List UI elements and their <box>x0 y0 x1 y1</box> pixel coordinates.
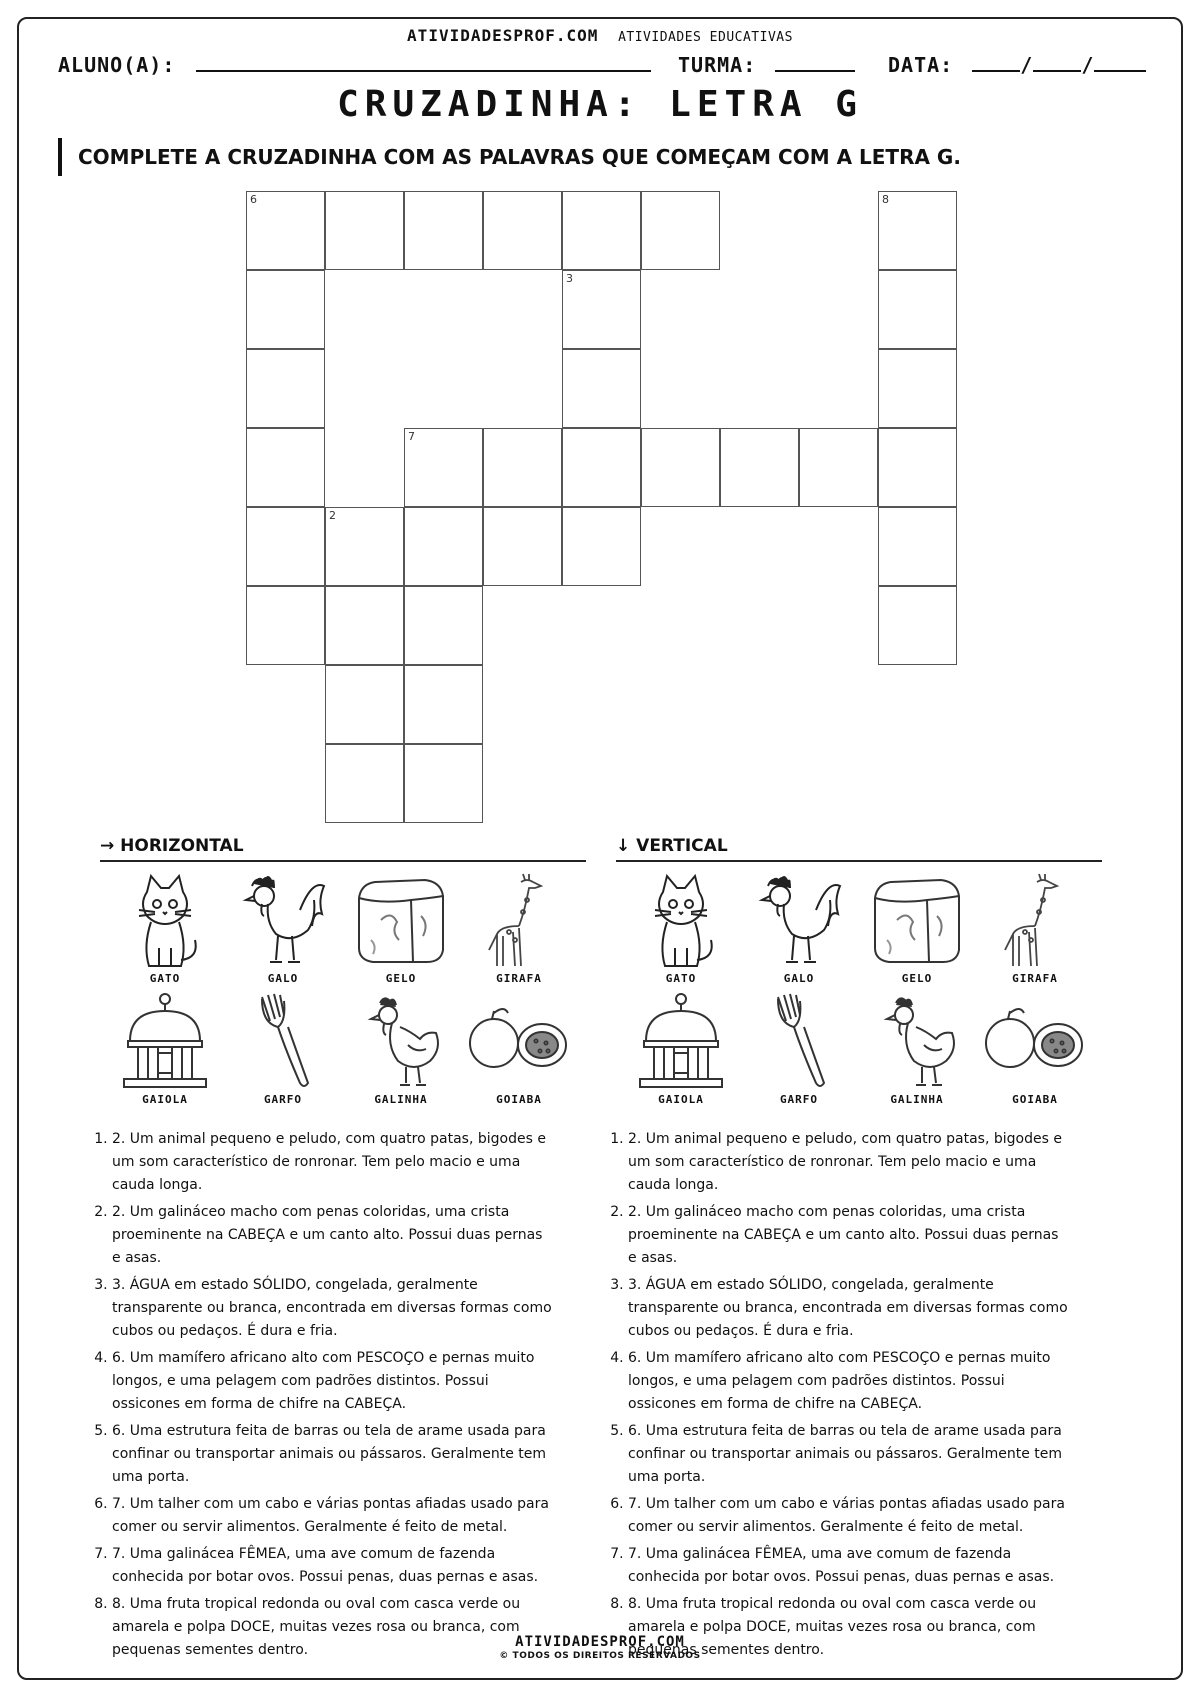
picture-gaiola <box>106 991 224 1106</box>
site-tagline: ATIVIDADES EDUCATIVAS <box>618 30 793 45</box>
picture-label: GAIOLA <box>142 1093 188 1106</box>
guava-icon <box>460 991 578 1091</box>
crossword-cell[interactable] <box>246 428 325 507</box>
crossword-cell[interactable] <box>483 428 562 507</box>
crossword-cell[interactable] <box>562 349 641 428</box>
clue-item: 7. 7. Uma galinácea FÊMEA, uma ave comum de fazenda conhecida por botar ovos. Possui penas, duas pernas e asas. <box>112 1543 554 1589</box>
crossword-cell[interactable] <box>325 507 404 586</box>
crossword-cell[interactable] <box>404 191 483 270</box>
clue-number: 7 <box>408 430 415 443</box>
picture-label: GARFO <box>263 1093 303 1106</box>
crossword-cell[interactable] <box>404 507 483 586</box>
crossword-cell[interactable] <box>562 270 641 349</box>
picture-goiaba <box>460 991 578 1106</box>
horizontal-picture-bank <box>106 870 578 1106</box>
crossword-cell[interactable] <box>404 586 483 665</box>
clue-item: 8. 8. Uma fruta tropical redonda ou oval com casca verde ou amarela e polpa DOCE, muitas vezes rosa ou branca, com pequenas sementes dentro. <box>112 1593 554 1662</box>
crossword-cell[interactable] <box>878 586 957 665</box>
picture-label: GALO <box>267 972 299 985</box>
crossword-cell[interactable] <box>720 428 799 507</box>
crossword-cell[interactable] <box>246 507 325 586</box>
crossword-cell[interactable] <box>878 507 957 586</box>
clue-item: 7. 7. Uma galinácea FÊMEA, uma ave comum de fazenda conhecida por botar ovos. Possui penas, duas pernas e asas. <box>628 1543 1070 1589</box>
crossword-cell[interactable] <box>246 349 325 428</box>
site-name[interactable]: ATIVIDADESPROF.COM <box>407 26 599 45</box>
picture-girafa <box>460 870 578 985</box>
crossword-cell[interactable] <box>404 744 483 823</box>
crossword-cell[interactable] <box>325 665 404 744</box>
crossword-cell[interactable] <box>799 428 878 507</box>
picture-label: GIRAFA <box>496 972 542 985</box>
crossword-cell[interactable] <box>878 349 957 428</box>
clue-number: 3 <box>566 272 573 285</box>
vertical-heading: ↓ VERTICAL <box>616 836 1102 862</box>
crossword-cell[interactable] <box>562 507 641 586</box>
clue-item: 5. 6. Uma estrutura feita de barras ou tela de arame usada para confinar ou transportar animais ou pássaros. Geralmente tem uma porta. <box>112 1420 554 1489</box>
crossword-cell[interactable] <box>404 428 483 507</box>
picture-gelo <box>342 870 460 985</box>
hen-icon <box>858 991 976 1091</box>
crossword-cell[interactable] <box>562 191 641 270</box>
crossword-cell[interactable] <box>878 428 957 507</box>
cat-icon <box>106 870 224 970</box>
crossword-cell[interactable] <box>325 744 404 823</box>
crossword-cell[interactable] <box>483 191 562 270</box>
clue-item: 6. 7. Um talher com um cabo e várias pontas afiadas usado para comer ou servir alimentos. Geralmente é feito de metal. <box>628 1493 1070 1539</box>
rooster-icon <box>224 870 342 970</box>
date-separator: / <box>1081 53 1095 77</box>
picture-gato <box>622 870 740 985</box>
vertical-clue-list <box>590 1128 1070 1666</box>
crossword-cell[interactable] <box>404 665 483 744</box>
rooster-icon <box>740 870 858 970</box>
picture-gaiola <box>622 991 740 1106</box>
clue-number: 2 <box>329 509 336 522</box>
birdcage-icon <box>106 991 224 1091</box>
picture-label: GALINHA <box>890 1093 944 1106</box>
picture-gato <box>106 870 224 985</box>
clue-item: 1. 2. Um animal pequeno e peludo, com quatro patas, bigodes e um som característico de ronronar. Tem pelo macio e uma cauda longa. <box>112 1128 554 1197</box>
birdcage-icon <box>622 991 740 1091</box>
crossword-cell[interactable] <box>246 191 325 270</box>
footer-site-name[interactable]: ATIVIDADESPROF.COM <box>515 1634 685 1650</box>
picture-label: GOIABA <box>496 1093 542 1106</box>
cat-icon <box>622 870 740 970</box>
clue-item: 8. 8. Uma fruta tropical redonda ou oval com casca verde ou amarela e polpa DOCE, muitas vezes rosa ou branca, com pequenas sementes dentro. <box>628 1593 1070 1662</box>
giraffe-icon <box>976 870 1094 970</box>
fork-icon <box>740 991 858 1091</box>
picture-label: GELO <box>385 972 417 985</box>
ice-cube-icon <box>342 870 460 970</box>
date-separator: / <box>1020 53 1034 77</box>
picture-galinha <box>858 991 976 1106</box>
fork-icon <box>224 991 342 1091</box>
horizontal-heading: → HORIZONTAL <box>100 836 586 862</box>
picture-goiaba <box>976 991 1094 1106</box>
ice-cube-icon <box>858 870 976 970</box>
crossword-cell[interactable] <box>246 586 325 665</box>
giraffe-icon <box>460 870 578 970</box>
picture-galo <box>224 870 342 985</box>
page-title: CRUZADINHA: LETRA G <box>337 84 863 125</box>
instruction: COMPLETE A CRUZADINHA COM AS PALAVRAS QUE COMEÇAM COM A LETRA G. <box>58 138 961 176</box>
crossword-cell[interactable] <box>562 428 641 507</box>
picture-label: GALINHA <box>374 1093 428 1106</box>
clue-number: 6 <box>250 193 257 206</box>
copyright-notice: © TODOS OS DIREITOS RESERVADOS <box>499 1651 701 1661</box>
clue-item: 2. 2. Um galináceo macho com penas coloridas, uma crista proeminente na CABEÇA e um canto alto. Possui duas pernas e asas. <box>628 1201 1070 1270</box>
student-label: ALUNO(A): <box>58 53 176 77</box>
date-label: DATA: <box>888 53 954 77</box>
horizontal-clue-list <box>74 1128 554 1666</box>
clue-item: 1. 2. Um animal pequeno e peludo, com quatro patas, bigodes e um som característico de ronronar. Tem pelo macio e uma cauda longa. <box>628 1128 1070 1197</box>
picture-label: GOIABA <box>1012 1093 1058 1106</box>
clue-item: 3. 3. ÁGUA em estado SÓLIDO, congelada, geralmente transparente ou branca, encontrada em diversas formas como cubos ou pedaços. É dura e fria. <box>112 1274 554 1343</box>
clue-item: 6. 7. Um talher com um cabo e várias pontas afiadas usado para comer ou servir alimentos. Geralmente é feito de metal. <box>112 1493 554 1539</box>
clue-item: 3. 3. ÁGUA em estado SÓLIDO, congelada, geralmente transparente ou branca, encontrada em diversas formas como cubos ou pedaços. É dura e fria. <box>628 1274 1070 1343</box>
picture-garfo <box>740 991 858 1106</box>
picture-label: GATO <box>665 972 697 985</box>
crossword-cell[interactable] <box>641 191 720 270</box>
vertical-picture-bank <box>622 870 1094 1106</box>
crossword-grid <box>0 0 1200 830</box>
crossword-cell[interactable] <box>246 270 325 349</box>
picture-girafa <box>976 870 1094 985</box>
picture-label: GARFO <box>779 1093 819 1106</box>
clue-item: 5. 6. Uma estrutura feita de barras ou tela de arame usada para confinar ou transportar animais ou pássaros. Geralmente tem uma porta. <box>628 1420 1070 1489</box>
hen-icon <box>342 991 460 1091</box>
crossword-cell[interactable] <box>878 191 957 270</box>
guava-icon <box>976 991 1094 1091</box>
picture-gelo <box>858 870 976 985</box>
crossword-cell[interactable] <box>641 428 720 507</box>
picture-label: GIRAFA <box>1012 972 1058 985</box>
picture-garfo <box>224 991 342 1106</box>
clue-item: 2. 2. Um galináceo macho com penas coloridas, uma crista proeminente na CABEÇA e um canto alto. Possui duas pernas e asas. <box>112 1201 554 1270</box>
picture-label: GATO <box>149 972 181 985</box>
picture-label: GELO <box>901 972 933 985</box>
picture-galinha <box>342 991 460 1106</box>
clue-item: 4. 6. Um mamífero africano alto com PESCOÇO e pernas muito longos, e uma pelagem com padrões distintos. Possui ossicones em forma de chifre na CABEÇA. <box>628 1347 1070 1416</box>
clue-item: 4. 6. Um mamífero africano alto com PESCOÇO e pernas muito longos, e uma pelagem com padrões distintos. Possui ossicones em forma de chifre na CABEÇA. <box>112 1347 554 1416</box>
crossword-cell[interactable] <box>325 586 404 665</box>
picture-label: GALO <box>783 972 815 985</box>
crossword-cell[interactable] <box>325 191 404 270</box>
page-footer <box>0 1634 1200 1661</box>
picture-galo <box>740 870 858 985</box>
crossword-cell[interactable] <box>878 270 957 349</box>
picture-label: GAIOLA <box>658 1093 704 1106</box>
crossword-cell[interactable] <box>483 507 562 586</box>
clue-number: 8 <box>882 193 889 206</box>
class-label: TURMA: <box>678 53 757 77</box>
